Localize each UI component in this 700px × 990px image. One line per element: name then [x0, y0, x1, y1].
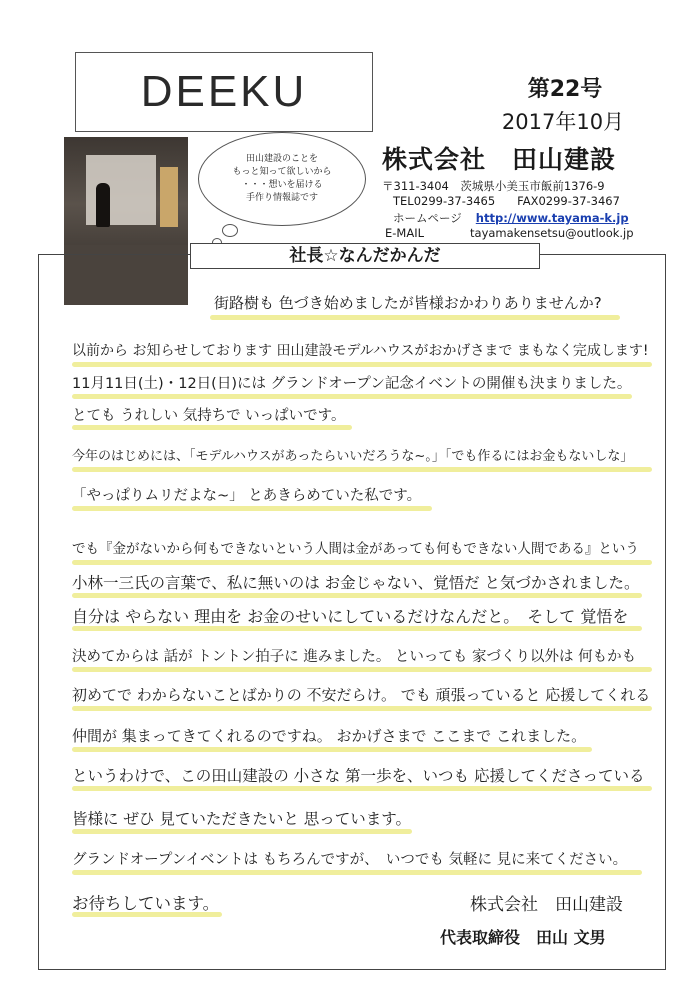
highlight-line — [72, 560, 652, 565]
bubble-line: ・・・想いを届ける — [241, 180, 323, 190]
letter-line: 皆様に ぜひ 見ていただきたいと 思っています。 — [72, 810, 412, 828]
letter-line: というわけで、この田山建設の 小さな 第一歩を、いつも 応援してくださっている — [72, 767, 645, 785]
thought-bubble — [198, 132, 366, 226]
letter-line: グランドオープンイベントは もちろんですが、 いつでも 気軽に 見に来てください。 — [72, 852, 628, 868]
letter-line: 「やっぱりムリだよな~」 とあきらめていた私です。 — [72, 488, 422, 504]
letter-line: 以前から お知らせしております 田山建設モデルハウスがおかげさまで まもなく完成します! — [72, 343, 649, 359]
company-tel: TEL0299-37-3465 — [393, 194, 496, 208]
highlight-line — [72, 593, 642, 598]
highlight-line — [72, 870, 642, 875]
signature-company: 株式会社 田山建設 — [470, 895, 623, 915]
bubble-line: 田山建設のことを — [245, 154, 318, 164]
highlight-line — [72, 394, 632, 399]
company-name: 株式会社 田山建設 — [382, 145, 617, 174]
letter-line: お待ちしています。 — [72, 894, 220, 913]
email-address[interactable]: tayamakensetsu@outlook.jp — [470, 226, 634, 240]
letter-line: 今年のはじめには、「モデルハウスがあったらいいだろうな~。」「でも作るにはお金もないしな」 — [72, 449, 634, 464]
letter-line: 自分は やらない 理由を お金のせいにしているだけなんだと。 そして 覚悟を — [72, 607, 629, 626]
photo-person — [96, 183, 110, 227]
highlight-line — [72, 425, 352, 430]
highlight-line — [72, 467, 652, 472]
company-address: 〒311-3404 茨城県小美玉市飯前1376-9 — [382, 179, 605, 193]
highlight-line — [72, 747, 592, 752]
letter-line: とても うれしい 気持ちで いっぱいです。 — [72, 408, 346, 424]
homepage-link[interactable]: http://www.tayama-k.jp — [475, 211, 629, 225]
letter-line: 仲間が 集まってきてくれるのですね。 おかげさまで ここまで これました。 — [72, 727, 587, 745]
bubble-line: 手作り情報誌です — [245, 193, 318, 203]
highlight-line — [72, 829, 412, 834]
newsletter-title: DEEKU — [140, 67, 308, 116]
issue-number: 第22号 — [527, 77, 603, 102]
highlight-line — [72, 362, 652, 367]
newsletter-title-box — [75, 52, 373, 132]
highlight-line — [72, 706, 652, 711]
company-email — [385, 226, 634, 240]
letter-line: 小林一三氏の言葉で、私に無いのは お金じゃない、覚悟だ と気づかされました。 — [72, 574, 640, 592]
issue-date: 2017年10月 — [501, 110, 625, 134]
section-title: 社長☆なんだかんだ — [190, 243, 540, 269]
company-phone-fax — [393, 194, 620, 208]
homepage-label: ホームページ — [393, 211, 462, 225]
letter-line: 決めてからは 話が トントン拍子に 進みました。 といっても 家づくり以外は 何もかも — [72, 649, 637, 665]
company-homepage — [393, 210, 629, 226]
letter-line: でも『金がないから何もできないという人間は金があっても何もできない人間である』という — [72, 541, 639, 557]
letter-line: 街路樹も 色づき始めましたが皆様おかわりありませんか? — [214, 294, 602, 312]
highlight-line — [72, 786, 652, 791]
highlight-line — [72, 667, 652, 672]
photo-curtain — [160, 167, 178, 227]
highlight-line — [210, 315, 620, 320]
letter-line: 11月11日(土)・12日(日)には グランドオープン記念イベントの開催も決まりました。 — [72, 376, 632, 392]
email-label: E-MAIL — [385, 226, 425, 240]
thought-bubble-dot — [222, 224, 238, 237]
letter-line: 初めてで わからないことばかりの 不安だらけ。 でも 頑張っていると 応援してくれる — [72, 686, 651, 704]
company-fax: FAX0299-37-3467 — [517, 194, 620, 208]
highlight-line — [72, 506, 432, 511]
signature-name: 代表取締役 田山 文男 — [440, 928, 606, 947]
bubble-line: もっと知って欲しいから — [232, 167, 332, 177]
